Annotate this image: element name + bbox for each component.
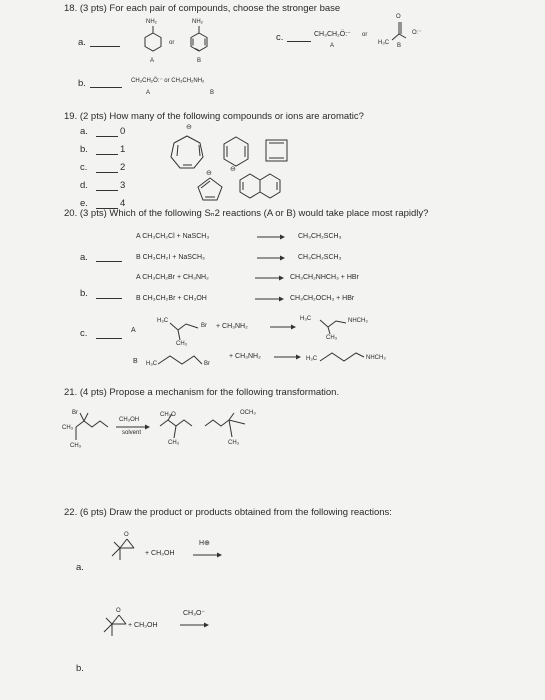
q19-pyranyl-anion <box>224 137 248 166</box>
q20-c-B: B <box>133 358 138 365</box>
q19-option-e-value: 4 <box>120 198 126 209</box>
q22-a-epoxide <box>112 539 134 560</box>
q20-c-B-br: Br <box>204 361 210 367</box>
q21-product-2 <box>205 413 245 437</box>
q19-option-a-value: 0 <box>120 126 126 137</box>
q21-solvent: solvent <box>122 430 142 436</box>
q18-a-B: B <box>197 58 202 64</box>
q20-arrows <box>255 237 298 357</box>
q20-c-A-prod-nhch3: NHCH₃ <box>348 318 368 324</box>
q18-c-o: O <box>396 14 401 20</box>
q18-c-left: CH₃CH₂Ö:⁻ <box>314 31 351 38</box>
q18-c-h3c: H₃C <box>378 40 390 46</box>
q20-c-A-prod-ch3: CH₃ <box>326 335 338 341</box>
q20-c-A-skeleton <box>170 323 198 330</box>
q22-b-oxygen: O <box>116 608 121 614</box>
q19-cycloheptatrienyl-anion <box>171 136 203 168</box>
q21-label-ch3-left: CH₃ <box>62 425 74 431</box>
q22-a-label: a. <box>76 562 84 573</box>
q20-c-A-ch3: CH₃ <box>176 341 188 347</box>
q20-a-label: a. <box>80 252 88 263</box>
q22-a-catalyst: H⊕ <box>199 540 210 547</box>
q19-charge-cyclopentadienyl: ⊖ <box>206 170 212 177</box>
q19-option-e-letter: e. <box>80 198 88 209</box>
q20-a-A: A CH₃CH₂Cl + NaSCH₃ <box>136 233 210 240</box>
q21-starting-material <box>76 413 108 440</box>
q18-a-cyclohexylamine <box>145 26 161 51</box>
q18-a-A: A <box>150 58 155 64</box>
q21-label-ch3-mid: CH₃ <box>168 440 180 446</box>
q20-c-B-h3c: H₃C <box>146 361 158 367</box>
q20-c-A-br: Br <box>201 323 207 329</box>
q22-a-reagent: + CH₃OH <box>145 550 175 557</box>
q20-c-A: A <box>131 327 136 334</box>
q21-label-ch3-right: CH₃ <box>228 440 240 446</box>
q19-option-d-letter: d. <box>80 180 88 191</box>
q18-c-B: B <box>397 43 402 49</box>
q18-b-label: b. <box>78 78 86 89</box>
q18-b-B: B <box>210 90 215 96</box>
q18-c-A: A <box>330 43 335 49</box>
q21-title: 21. (4 pts) Propose a mechanism for the following transformation. <box>64 387 340 398</box>
q19-charge-heptagon: ⊖ <box>186 124 192 131</box>
q20-c-A-h3c: H₃C <box>157 318 169 324</box>
q19-cyclobutadiene <box>266 140 287 161</box>
q20-c-A-prod-h3c: H₃C <box>300 316 312 322</box>
q19-option-c-letter: c. <box>80 162 88 173</box>
q21-label-ch3-bottom: CH₃ <box>70 443 82 449</box>
q18-a-or: or <box>169 40 175 46</box>
q21-label-br: Br <box>72 410 78 416</box>
q20-b-A: A CH₃CH₂Br + CH₃NH₂ <box>136 274 209 281</box>
q20-a-B-product: CH₃CH₂SCH₃ <box>298 254 342 261</box>
q19-charge-pyranyl: ⊖ <box>230 166 236 173</box>
q20-a-B: B CH₃CH₂I + NaSCH₃ <box>136 254 205 261</box>
q22-b-reagent: + CH₃OH <box>128 622 158 629</box>
q18-a-nh2-right: NH₂ <box>192 19 203 25</box>
q20-c-label: c. <box>80 328 88 339</box>
q22-a-oxygen: O <box>124 532 129 538</box>
q19-cyclopentadienyl-anion <box>198 178 222 200</box>
q20-b-B-product: CH₃CH₂OCH₃ + HBr <box>290 295 355 302</box>
q20-c-A-product-skeleton <box>320 320 346 327</box>
q20-c-B-prod-h3c: H₃C <box>306 356 318 362</box>
q18-c-ominus: O:⁻ <box>412 30 422 36</box>
q18-b-A: A <box>146 90 151 96</box>
q21-label-ch3o: CH₃O <box>160 412 176 418</box>
q21-product-1 <box>160 414 192 438</box>
q19-naphthalene-like <box>240 174 280 198</box>
q18-a-nh2-left: NH₂ <box>146 19 157 25</box>
q21-reagent: CH₃OH <box>119 417 140 423</box>
q19-option-a-letter: a. <box>80 126 88 137</box>
q19-option-b-value: 1 <box>120 144 126 155</box>
q20-a-A-product: CH₃CH₂SCH₃ <box>298 233 342 240</box>
q18-c-label: c. <box>276 32 284 43</box>
q20-b-B: B CH₃CH₂Br + CH₃OH <box>136 295 207 302</box>
q18-a-aniline <box>191 26 207 51</box>
q20-title: 20. (3 pts) Which of the following Sₙ2 reactions (A or B) would take place most rapidly? <box>64 208 429 219</box>
q18-c-acetate <box>392 22 406 40</box>
q20-c-B-reagent: + CH₃NH₂ <box>229 353 261 360</box>
q22-b-catalyst: CH₃O⁻ <box>183 610 206 617</box>
q19-option-c-value: 2 <box>120 162 126 173</box>
q20-b-A-product: CH₃CH₂NHCH₃ + HBr <box>290 274 359 281</box>
q22-title: 22. (6 pts) Draw the product or products obtained from the following reactions: <box>64 507 392 518</box>
q18-b-text: CH₃CH₂Ö:⁻ or CH₃CH₂NH₂ <box>131 78 205 84</box>
q20-c-B-prod-nhch3: NHCH₃ <box>366 355 386 361</box>
q18-a-label: a. <box>78 37 86 48</box>
q20-c-B-skeleton <box>158 356 202 364</box>
q18-title: 18. (3 pts) For each pair of compounds, choose the stronger base <box>64 3 341 14</box>
q18-c-or: or <box>362 32 368 38</box>
q20-c-A-reagent: + CH₃NH₂ <box>216 323 248 330</box>
q20-b-label: b. <box>80 288 88 299</box>
q19-option-b-letter: b. <box>80 144 88 155</box>
q19-title: 19. (2 pts) How many of the following compounds or ions are aromatic? <box>64 111 364 122</box>
q22-b-epoxide <box>104 615 126 636</box>
q22-b-label: b. <box>76 663 84 674</box>
q19-option-d-value: 3 <box>120 180 126 191</box>
q21-label-och3: OCH₃ <box>240 410 256 416</box>
q20-c-B-product-skeleton <box>320 353 364 361</box>
